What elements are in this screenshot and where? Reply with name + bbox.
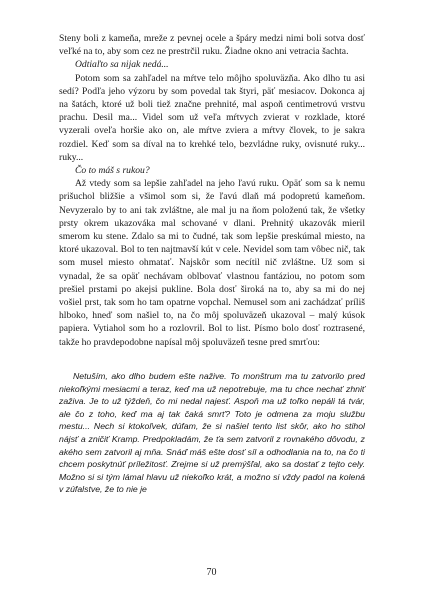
inner-thought-2: Čo to máš s rukou? [75,165,150,177]
paragraph-2: Potom som sa zahľadel na mŕtve telo môjho spoluväzňa. Ako dlho tu asi sedí? Podľa jeho výzoru by som povedal tak štyri, päť mesiacov. Dokonca aj na šatách, ktoré už boli tiež značne prehnité, mal aspoň centimetrovú vrstvu prachu. Desil ma... Videl som už veľa mŕtvych zvierat v rozklade, ktoré vyzerali oveľa horšie ako on, ale mŕtve zviera a mŕtvy človek, to je sakra rozdiel. Keď som sa díval na to krehké telo, bezvládne ruky, ovisnuté ruky... ruky... [59,72,365,163]
page-number: 70 [206,567,217,578]
paragraph-3: Až vtedy som sa lepšie zahľadel na jeho ľavú ruku. Opäť som sa k nemu prišuchol bližšie a všimol som si, že ľavú dlaň má podopretú kameňom. Nevyzeralo by to ani tak zvláštne, ale mal ju na ňom položenú tak, že všetky prsty okrem ukazováka mal schované v dlani. Prehnitý ukazovák mieril smerom ku stene. Zdalo sa mi to čudné, tak som lepšie preskúmal miesto, na ktoré ukazoval. Bol to ten najtmavší kút v cele. Nevidel som tam vôbec nič, tak som musel miesto ohmatať. Najskôr som necítil nič zvláštne. Už som si vynadal, že sa opäť nechávam oblbovať vlastnou fantáziou, no potom som prešiel prstami po akejsi pukline. Bola dosť široká na to, aby sa mi do nej vošiel prst, tak som ho tam opatrne vopchal. Nemusel som ani zachádzať príliš hlboko, hneď som našiel to, na čo môj spoluväzeň ukazoval – malý kúsok papiera. Vytiahol som ho a rozlovril. Bol to list. Písmo bolo dosť roztrasené, takže ho pravdepodobne napísal môj spoluväzeň tesne pred smrťou: [59,178,365,348]
inner-thought-1: Odtiaľto sa nijak nedá... [75,59,169,71]
body-text [59,32,365,349]
paragraph-1: Steny boli z kameňa, mreže z pevnej ocele a špáry medzi nimi boli sotva dosť veľké na to, aby som cez ne prestrčil ruku. Žiadne okno ani vetracia šachta. [59,33,365,58]
letter-text: Netuším, ako dlho budem ešte nažive. To monštrum ma tu zatvorilo pred niekoľkými mesiacmi a teraz, keď ma už nepotrebuje, ma tu chce nechať zhniť zaživa. Je to už týždeň, čo mi nedal najesť. Aspoň ma už toľko nepáli tá tvár, ale čo z toho, keď ma aj tak čaká smrť? Toto je odmena za moju službu mestu... Nech si ktokoľvek, dúfam, že si našiel tento list skôr, ako ho stihol nájsť a zničiť Kramp. Predpokladám, že ťa sem zatvoril z rovnakého dôvodu, z akého sem zatvoril aj mňa. Snáď máš ešte dosť síl a odhodlania na to, na čo ti chcem poskytnúť príležitosť. Zrejme si už premýšľal, ako sa dostať z tejto cely. Možno si si tým lámal hlavu už niekoľko krát, a možno si vždy padol na kolená v zúfalstve, že to nie je [59,371,365,495]
